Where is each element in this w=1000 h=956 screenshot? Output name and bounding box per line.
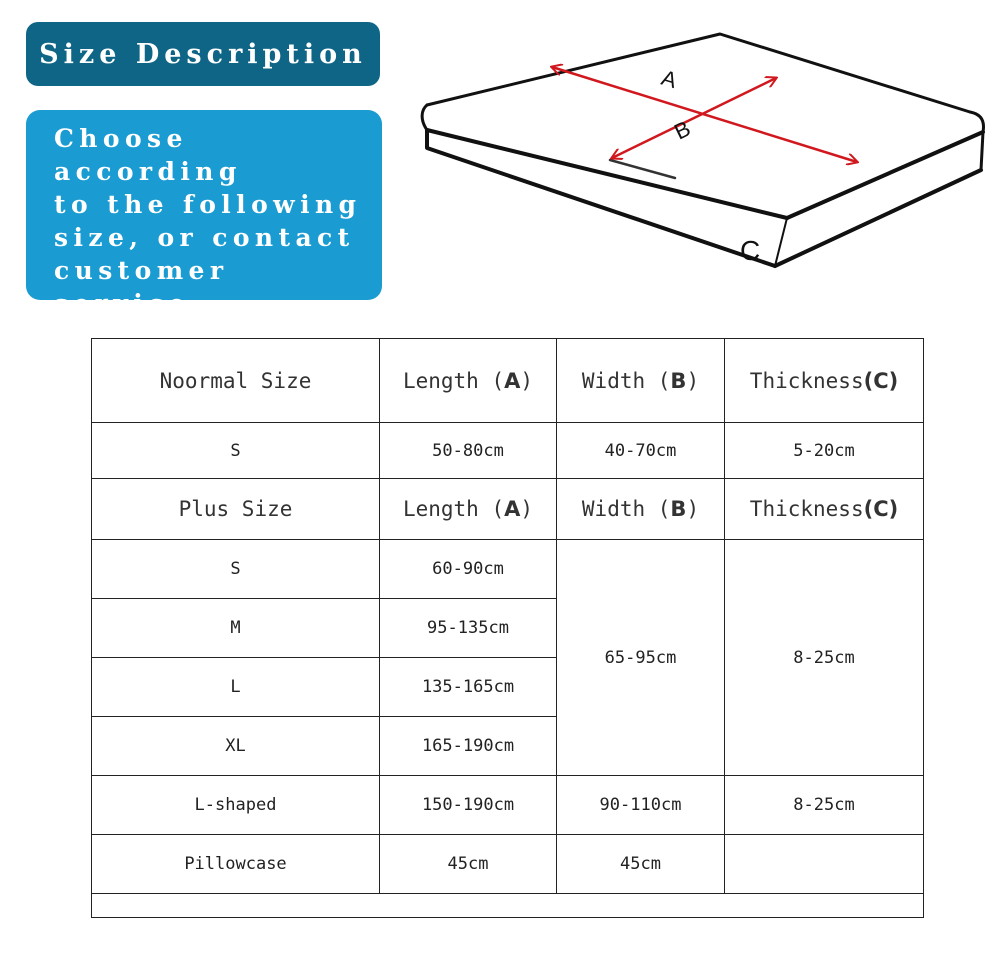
size-note-line: to the following (54, 190, 362, 219)
size-cell: XL (92, 717, 380, 776)
width-cell: 40-70cm (557, 423, 725, 479)
length-cell: 45cm (380, 835, 557, 894)
length-cell: 135-165cm (380, 658, 557, 717)
size-note-line: Choose according (54, 124, 242, 186)
size-chart-table (91, 338, 924, 918)
table-row (92, 540, 924, 599)
plus-size-header-row (92, 479, 924, 540)
label-c: C (740, 235, 761, 266)
size-cell: S (92, 540, 380, 599)
size-cell: L-shaped (92, 776, 380, 835)
cushion-outline (422, 34, 983, 266)
length-cell: 60-90cm (380, 540, 557, 599)
table-row (92, 423, 924, 479)
empty-footer-cell (92, 894, 924, 918)
normal-size-header-row (92, 339, 924, 423)
size-note-line: customer service (54, 256, 229, 318)
length-cell: 150-190cm (380, 776, 557, 835)
size-note-line: directly. (54, 322, 216, 351)
size-description-badge (26, 22, 380, 86)
thickness-cell: 8-25cm (725, 776, 924, 835)
size-note-badge (26, 110, 382, 351)
size-cell: L (92, 658, 380, 717)
normal-size-header: Noormal Size (92, 339, 380, 423)
cushion-diagram (415, 20, 995, 285)
thickness-header: Thickness(C) (725, 339, 924, 423)
thickness-cell (725, 835, 924, 894)
width-cell: 45cm (557, 835, 725, 894)
dimension-arrows (552, 64, 857, 162)
width-header: Width (B) (557, 479, 725, 540)
length-header: Length (A) (380, 479, 557, 540)
plus-thickness-cell: 8-25cm (725, 540, 924, 776)
thickness-cell: 5-20cm (725, 423, 924, 479)
table-row (92, 776, 924, 835)
empty-footer-row (92, 894, 924, 918)
length-cell: 95-135cm (380, 599, 557, 658)
length-arrow (552, 64, 857, 162)
width-cell: 90-110cm (557, 776, 725, 835)
size-cell: Pillowcase (92, 835, 380, 894)
label-a: A (658, 64, 680, 94)
length-header: Length (A) (380, 339, 557, 423)
plus-size-header: Plus Size (92, 479, 380, 540)
table-row (92, 835, 924, 894)
size-cell: M (92, 599, 380, 658)
length-cell: 50-80cm (380, 423, 557, 479)
size-cell: S (92, 423, 380, 479)
size-note-line: size, or contact (54, 223, 355, 252)
size-description-title: Size Description (39, 38, 367, 70)
plus-width-cell: 65-95cm (557, 540, 725, 776)
width-arrow (612, 78, 776, 158)
length-cell: 165-190cm (380, 717, 557, 776)
label-b: B (670, 115, 695, 145)
width-header: Width (B) (557, 339, 725, 423)
thickness-header: Thickness(C) (725, 479, 924, 540)
